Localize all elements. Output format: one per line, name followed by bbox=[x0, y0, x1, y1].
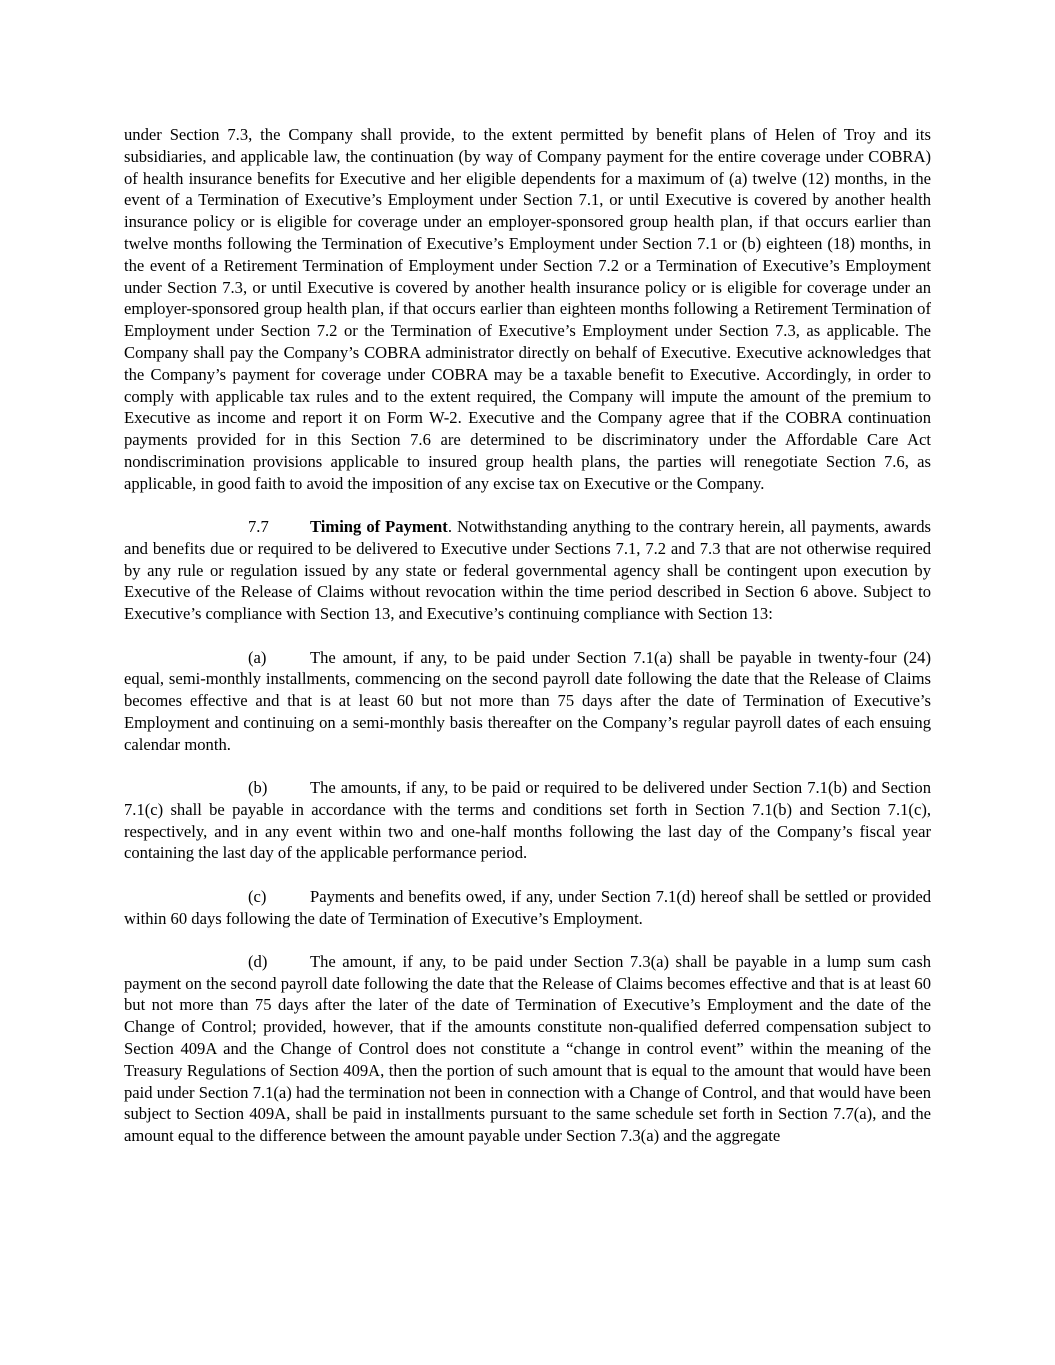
document-page bbox=[124, 124, 931, 1168]
subsection-d bbox=[124, 951, 931, 1147]
subsection-label: (b) bbox=[248, 778, 268, 798]
subsection-a bbox=[124, 647, 931, 756]
section-heading: Timing of Payment bbox=[310, 517, 448, 537]
subsection-label: (d) bbox=[248, 951, 268, 971]
subsection-c bbox=[124, 886, 931, 930]
subsection-text: The amount, if any, to be paid under Section 7.1(a) shall be payable in twenty-four (24) equal, semi-monthly installments, commencing on the second payroll date following the date that the Release of Claims becomes effective and that is at least 60 but not more than 75 days after the date of Termination of Executive’s Employment and continuing on a semi-monthly basis thereafter on the Company’s regular payroll dates of each ensuing calendar month. bbox=[124, 647, 931, 754]
subsection-text: Payments and benefits owed, if any, under Section 7.1(d) hereof shall be settled or provided within 60 days following the date of Termination of Executive’s Employment. bbox=[124, 886, 931, 928]
subsection-b bbox=[124, 777, 931, 864]
section-text: Notwithstanding anything to the contrary herein, all payments, awards and benefits due or required to be delivered to Executive under Sections 7.1, 7.2 and 7.3 that are not otherwise required by any rule or regulation issued by any state or federal governmental agency shall be contingent upon execution by Executive of the Release of Claims without revocation within the time period described in Section 6 above. Subject to Executive’s compliance with Section 13, and Executive’s continuing compliance with Section 13: bbox=[124, 517, 931, 624]
subsection-label: (a) bbox=[248, 647, 267, 667]
subsection-label: (c) bbox=[248, 886, 267, 906]
subsection-text: The amounts, if any, to be paid or required to be delivered under Section 7.1(b) and Section 7.1(c) shall be payable in accordance with the terms and conditions set forth in Section 7.1(b) and Section 7.1(c), respectively, and in any event within two and one-half months following the last day of the Company’s fiscal year containing the last day of the applicable performance period. bbox=[124, 778, 931, 863]
subsection-text: The amount, if any, to be paid under Section 7.3(a) shall be payable in a lump sum cash payment on the second payroll date following the date that the Release of Claims becomes effective and that is at least 60 but not more than 75 days after the later of the date of Termination of Executive’s Employment and the date of the Change of Control; provided, however, that if the amounts constitute non-qualified deferred compensation subject to Section 409A and the Change of Control does not constitute a “change in control event” within the meaning of the Treasury Regulations of Section 409A, then the portion of such amount that is equal to the amount that would have been paid under Section 7.1(a) had the termination not been in connection with a Change of Control, and that would have been subject to Section 409A, shall be paid in installments pursuant to the same schedule set forth in Section 7.7(a), and the amount equal to the difference between the amount payable under Section 7.3(a) and the aggregate bbox=[124, 951, 931, 1146]
paragraph-cobra-continuation: under Section 7.3, the Company shall provide, to the extent permitted by benefit plans of Helen of Troy and its subsidiaries, and applicable law, the continuation (by way of Company payment for the entire coverage under COBRA) of health insurance benefits for Executive and her eligible dependents for a maximum of (a) twelve (12) months, in the event of a Termination of Executive’s Employment under Section 7.1, or until Executive is covered by another health insurance policy or is eligible for coverage under an employer-sponsored group health plan, if that occurs earlier than twelve months following the Termination of Executive’s Employment under Section 7.1 or (b) eighteen (18) months, in the event of a Retirement Termination of Employment under Section 7.2 or a Termination of Executive’s Employment under Section 7.3, or until Executive is covered by another health insurance policy or is eligible for coverage under an employer-sponsored group health plan, if that occurs earlier than eighteen months following a Retirement Termination of Employment under Section 7.2 or the Termination of Executive’s Employment under Section 7.3, as applicable. The Company shall pay the Company’s COBRA administrator directly on behalf of Executive. Executive acknowledges that the Company’s payment for coverage under COBRA may be a taxable benefit to Executive. Accordingly, in order to comply with applicable tax rules and to the extent required, the Company will impute the amount of the premium to Executive as income and report it on Form W-2. Executive and the Company agree that if the COBRA continuation payments provided for in this Section 7.6 are determined to be discriminatory under the Affordable Care Act nondiscrimination provisions applicable to insured group health plans, the parties will renegotiate Section 7.6, as applicable, in good faith to avoid the imposition of any excise tax on Executive or the Company. bbox=[124, 125, 931, 493]
section-heading-period: . bbox=[447, 517, 452, 537]
section-number: 7.7 bbox=[248, 517, 269, 537]
section-7-7 bbox=[124, 516, 931, 625]
